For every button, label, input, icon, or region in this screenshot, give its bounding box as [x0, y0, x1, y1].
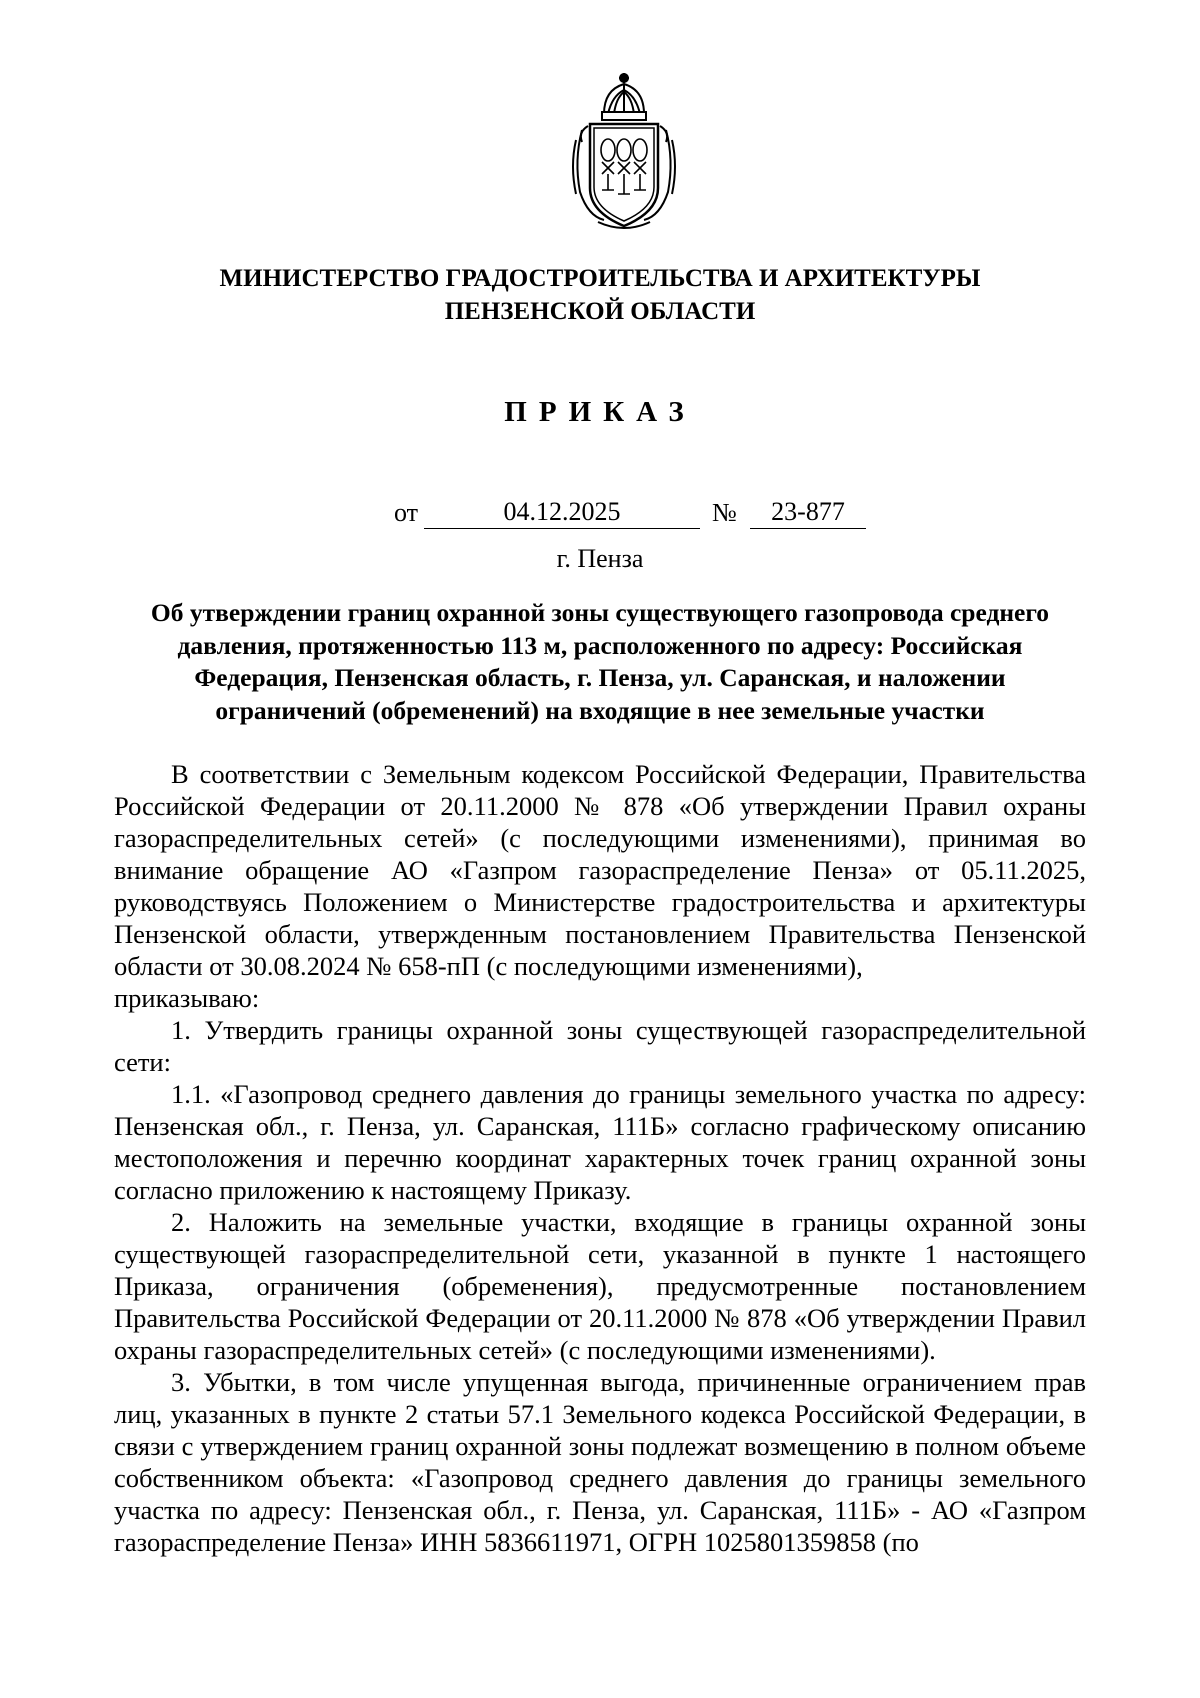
- item-1-1-paragraph: 1.1. «Газопровод среднего давления до границы земельного участка по адресу: Пензенская обл., г. Пенза, ул. Саранская, 111Б» согласно графическому описанию местоположения и перечню координат характерных точек границ охранной зоны согласно приложению к настоящему Приказу.: [114, 1079, 1086, 1205]
- order-subject: [130, 597, 1070, 727]
- coat-of-arms-icon: [568, 70, 680, 234]
- subject-line3: Федерация, Пензенская область, г. Пенза, ул. Саранская, и наложении: [194, 663, 1006, 692]
- subject-line4: ограничений (обременений) на входящие в нее земельные участки: [215, 695, 985, 725]
- order-body: [114, 758, 1086, 1558]
- subject-line2: давления, протяженностью 113 м, расположенного по адресу: Российская: [177, 630, 1023, 660]
- order-date: 04.12.2025: [424, 496, 700, 529]
- date-label: от: [394, 498, 419, 527]
- document-type-title: ПРИКАЗ: [504, 396, 696, 428]
- order-number: 23-877: [750, 496, 866, 529]
- date-number-line: [394, 496, 914, 532]
- order-word: приказываю:: [114, 983, 260, 1013]
- ministry-name: [120, 262, 1080, 328]
- item-3-paragraph: 3. Убытки, в том числе упущенная выгода, причиненные ограничением прав лиц, указанных в пункте 2 статьи 57.1 Земельного кодекса Российской Федерации, в связи с утверждением границ охранной зоны подлежат возмещению в полном объеме собственником объекта: «Газопровод среднего давления до границы земельного участка по адресу: Пензенская обл., г. Пенза, ул. Саранская, 111Б» - АО «Газпром газораспределение Пенза» ИНН 5836611971, ОГРН 1025801359858 (по: [114, 1367, 1086, 1557]
- preamble-paragraph: В соответствии с Земельным кодексом Российской Федерации, Правительства Российской Федерации от 20.11.2000 № 878 «Об утверждении Правил охраны газораспределительных сетей» (с последующими изменениями), принимая во внимание обращение АО «Газпром газораспределение Пенза» от 05.11.2025, руководствуясь Положением о Министерстве градостроительства и архитектуры Пензенской области, утвержденным постановлением Правительства Пензенской области от 30.08.2024 № 658-пП (с последующими изменениями),: [114, 759, 1086, 981]
- number-label: №: [712, 498, 737, 527]
- ministry-name-line2: ПЕНЗЕНСКОЙ ОБЛАСТИ: [444, 298, 756, 325]
- item-2-paragraph: 2. Наложить на земельные участки, входящие в границы охранной зоны существующей газораспределительной сети, указанной в пункте 1 настоящего Приказа, ограничения (обременения), предусмотренные постановлением Правительства Российской Федерации от 20.11.2000 № 878 «Об утверждении Правил охраны газораспределительных сетей» (с последующими изменениями).: [114, 1207, 1086, 1365]
- city: г. Пенза: [556, 544, 644, 573]
- item-1-paragraph: 1. Утвердить границы охранной зоны существующей газораспределительной сети:: [114, 1015, 1086, 1077]
- subject-line1: Об утверждении границ охранной зоны существующего газопровода среднего: [150, 598, 1050, 627]
- ministry-name-line1: МИНИСТЕРСТВО ГРАДОСТРОИТЕЛЬСТВА И АРХИТЕКТУРЫ: [219, 265, 981, 292]
